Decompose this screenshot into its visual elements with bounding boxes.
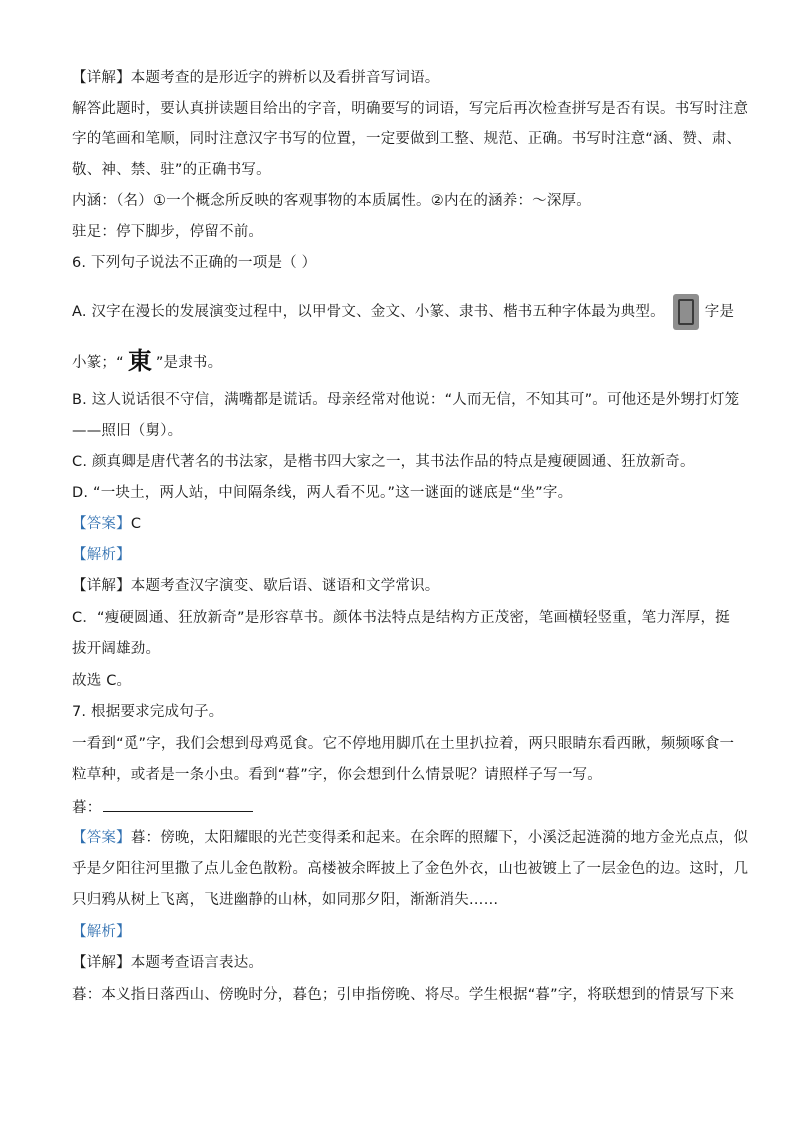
- text-line: 敬、神、禁、驻”的正确书写。: [72, 162, 271, 178]
- answer-label: 【答案】: [72, 830, 131, 846]
- option-c-line: C. 颜真卿是唐代著名的书法家，是楷书四大家之一，其书法作品的特点是瘦硬圆通、狂放新奇。: [72, 454, 695, 470]
- text-line: 故选 C。: [72, 673, 132, 689]
- question-6-title: 6. 下列句子说法不正确的一项是（ ）: [72, 255, 317, 271]
- answer-blank: [103, 797, 253, 812]
- option-a-suffix: 字是: [704, 304, 735, 320]
- text-line: 暮：本义指日落西山、傍晚时分，暮色；引申指傍晚、将尽。学生根据“暮”字，将联想到的情景写下来: [72, 987, 735, 1003]
- analysis-label: 【解析】: [72, 924, 131, 940]
- answer-text: 暮：傍晚，太阳耀眼的光芒变得柔和起来。在余晖的照耀下，小溪泛起涟漪的地方金光点点，似: [130, 830, 749, 846]
- option-b-line: B. 这人说话很不守信，满嘴都是谎话。母亲经常对他说：“人而无信，不知其可”。可他还是外甥打灯笼: [72, 392, 740, 408]
- seal-script-char-image: [673, 294, 699, 330]
- text-line: 只归鸦从树上飞离，飞进幽静的山林，如同那夕阳，渐渐消失……: [72, 892, 499, 908]
- option-b-continued: ——照旧（舅）。: [72, 423, 183, 439]
- option-a-cont-text: 小篆；“: [72, 355, 124, 371]
- text-line: 【详解】本题考查的是形近字的辨析以及看拼音写词语。: [72, 70, 440, 86]
- text-line: 一看到“觅”字，我们会想到母鸡觅食。它不停地用脚爪在土里扒拉着，两只眼睛东看西瞅，频频啄食一: [72, 736, 735, 752]
- text-line: 【详解】本题考查汉字演变、歇后语、谜语和文学常识。: [72, 578, 440, 594]
- answer-6-line: [72, 515, 141, 533]
- answer-value: C: [130, 516, 142, 532]
- text-line: 拔开阔雄劲。: [72, 641, 161, 657]
- answer-7-line: [72, 829, 748, 847]
- option-a-text: A. 汉字在漫长的发展演变过程中，以甲骨文、金文、小篆、隶书、楷书五种字体最为典型。: [72, 304, 665, 320]
- answer-label: 【答案】: [72, 516, 131, 532]
- text-line: 粒草种，或者是一条小虫。看到“暮”字，你会想到什么情景呢？请照样子写一写。: [72, 767, 602, 783]
- question-7-title: 7. 根据要求完成句子。: [72, 704, 224, 720]
- text-line: 【详解】本题考查语言表达。: [72, 955, 264, 971]
- option-a-cont-suffix: ”是隶书。: [155, 355, 223, 371]
- fill-in-label: 暮：: [72, 800, 102, 816]
- text-line: 字的笔画和笔顺，同时注意汉字书写的位置，一定要做到工整、规范、正确。书写时注意“涵、赞、肃、: [72, 131, 742, 147]
- text-line: 解答此题时，要认真拼读题目给出的字音，明确要写的词语，写完后再次检查拼写是否有误。书写时注意: [72, 101, 749, 117]
- analysis-label: 【解析】: [72, 547, 131, 563]
- text-line: 乎是夕阳往河里撒了点儿金色散粉。高楼被余晖披上了金色外衣，山也被镀上了一层金色的边。这时，几: [72, 861, 749, 877]
- option-a-line: [72, 294, 734, 330]
- text-line: 内涵：（名）①一个概念所反映的客观事物的本质属性。②内在的涵养：～深厚。: [72, 193, 591, 209]
- clerical-script-char-image: 東: [127, 346, 153, 375]
- text-line: C．“瘦硬圆通、狂放新奇”是形容草书。颜体书法特点是结构方正茂密，笔画横轻竖重，笔力浑厚，挺: [72, 610, 730, 626]
- option-a-continued: [72, 346, 223, 376]
- text-line: 驻足：停下脚步，停留不前。: [72, 224, 264, 240]
- option-d-line: D. “一块土，两人站，中间隔条线，两人看不见。”这一谜面的谜底是“坐”字。: [72, 485, 573, 501]
- fill-in-line: [72, 797, 253, 817]
